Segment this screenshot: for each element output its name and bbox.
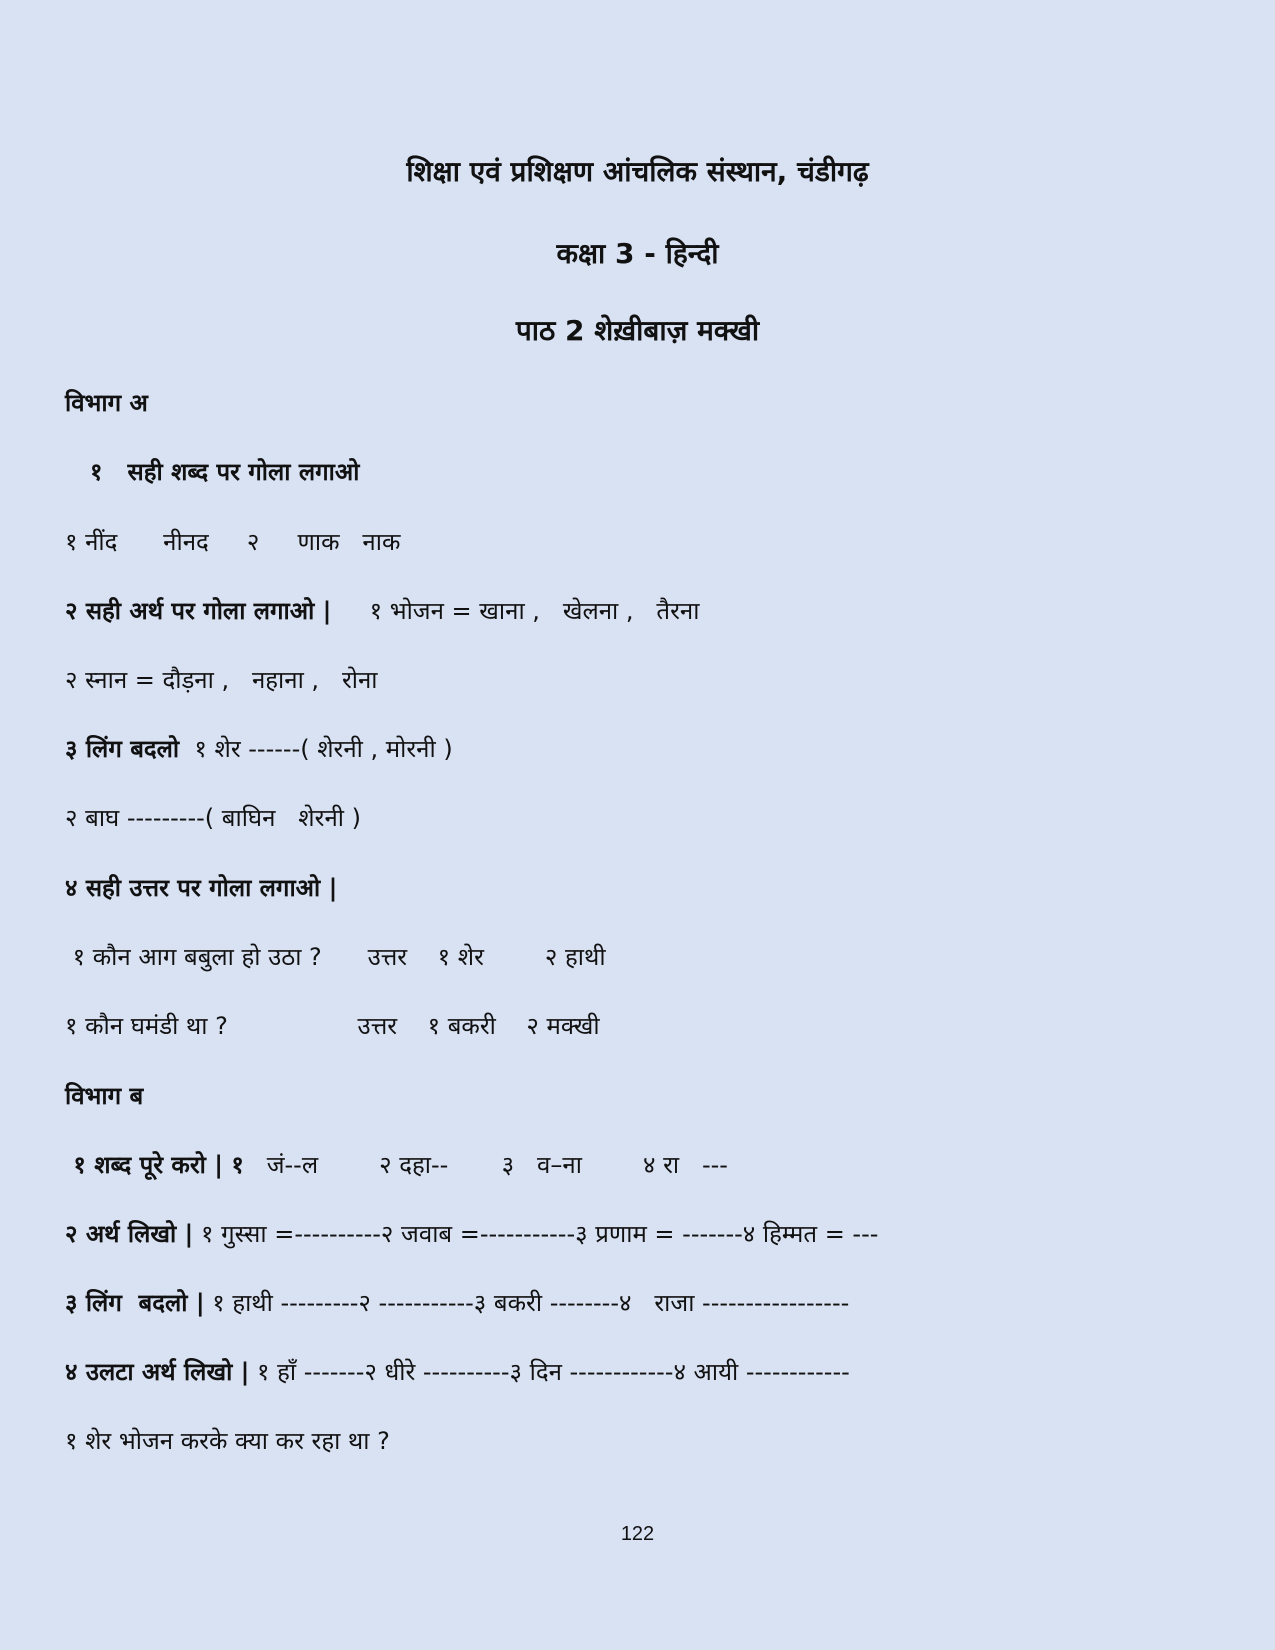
section-a-q2-item1: १ भोजन = खाना , खेलना , तैरना bbox=[331, 597, 700, 625]
section-b-q4-text: १ हाँ -------२ धीरे ----------३ दिन ------------४ आयी ------------ bbox=[249, 1358, 850, 1386]
section-b-q2-text: १ गुस्सा =----------२ जवाब =-----------३ प्रणाम = -------४ हिम्मत = --- bbox=[193, 1220, 879, 1248]
section-a-q4-item2: १ कौन घमंडी था ? उत्तर १ बकरी २ मक्खी bbox=[65, 1012, 600, 1040]
lesson-title: पाठ 2 शेख़ीबाज़ मक्खी bbox=[515, 314, 760, 347]
section-b-q3-text: १ हाथी ---------२ -----------३ बकरी --------४ राजा ----------------- bbox=[204, 1289, 850, 1317]
institute-title: शिक्षा एवं प्रशिक्षण आंचलिक संस्थान, चंडीगढ़ bbox=[406, 155, 869, 188]
section-a-q1-options: १ नींद नीनद २ णाक नाक bbox=[65, 528, 401, 556]
section-b-q4-row bbox=[65, 1356, 850, 1388]
section-a-q2-title: २ सही अर्थ पर गोला लगाओ | bbox=[65, 597, 332, 625]
section-b-q3-title: ३ लिंग बदलो | bbox=[65, 1289, 205, 1317]
section-a-q4-title: ४ सही उत्तर पर गोला लगाओ | bbox=[65, 874, 338, 902]
section-b-q5-text: १ शेर भोजन करके क्या कर रहा था ? bbox=[65, 1427, 390, 1455]
section-b-q1-title: १ शब्द पूरे करो | १ bbox=[65, 1151, 244, 1179]
section-a-q4-item1: १ कौन आग बबुला हो उठा ? उत्तर १ शेर २ हाथी bbox=[65, 943, 606, 971]
section-b-q1-row bbox=[65, 1149, 728, 1181]
section-a-q2-item2: २ स्नान = दौड़ना , नहाना , रोना bbox=[65, 666, 378, 694]
section-b-q4-title: ४ उलटा अर्थ लिखो | bbox=[65, 1358, 250, 1386]
section-a-q3-title: ३ लिंग बदलो bbox=[65, 735, 180, 763]
section-b-title: विभाग ब bbox=[65, 1082, 144, 1110]
section-a-q3-row bbox=[65, 733, 453, 765]
section-a-title: विभाग अ bbox=[65, 389, 148, 417]
section-b-q1-text: जं--ल २ दहा-- ३ व–ना ४ रा --- bbox=[243, 1151, 728, 1179]
section-a-q3-item1: १ शेर ------( शेरनी , मोरनी ) bbox=[179, 735, 453, 763]
page-number: 122 bbox=[620, 1523, 655, 1545]
section-b-q3-row bbox=[65, 1287, 849, 1319]
section-a-q1-title: १ सही शब्द पर गोला लगाओ bbox=[90, 458, 360, 486]
class-subject-title: कक्षा 3 - हिन्दी bbox=[556, 237, 719, 270]
section-a-q2-row bbox=[65, 595, 699, 627]
section-a-q3-item2: २ बाघ ---------( बाघिन शेरनी ) bbox=[65, 804, 361, 832]
section-b-q2-row bbox=[65, 1218, 878, 1250]
section-b-q2-title: २ अर्थ लिखो | bbox=[65, 1220, 194, 1248]
